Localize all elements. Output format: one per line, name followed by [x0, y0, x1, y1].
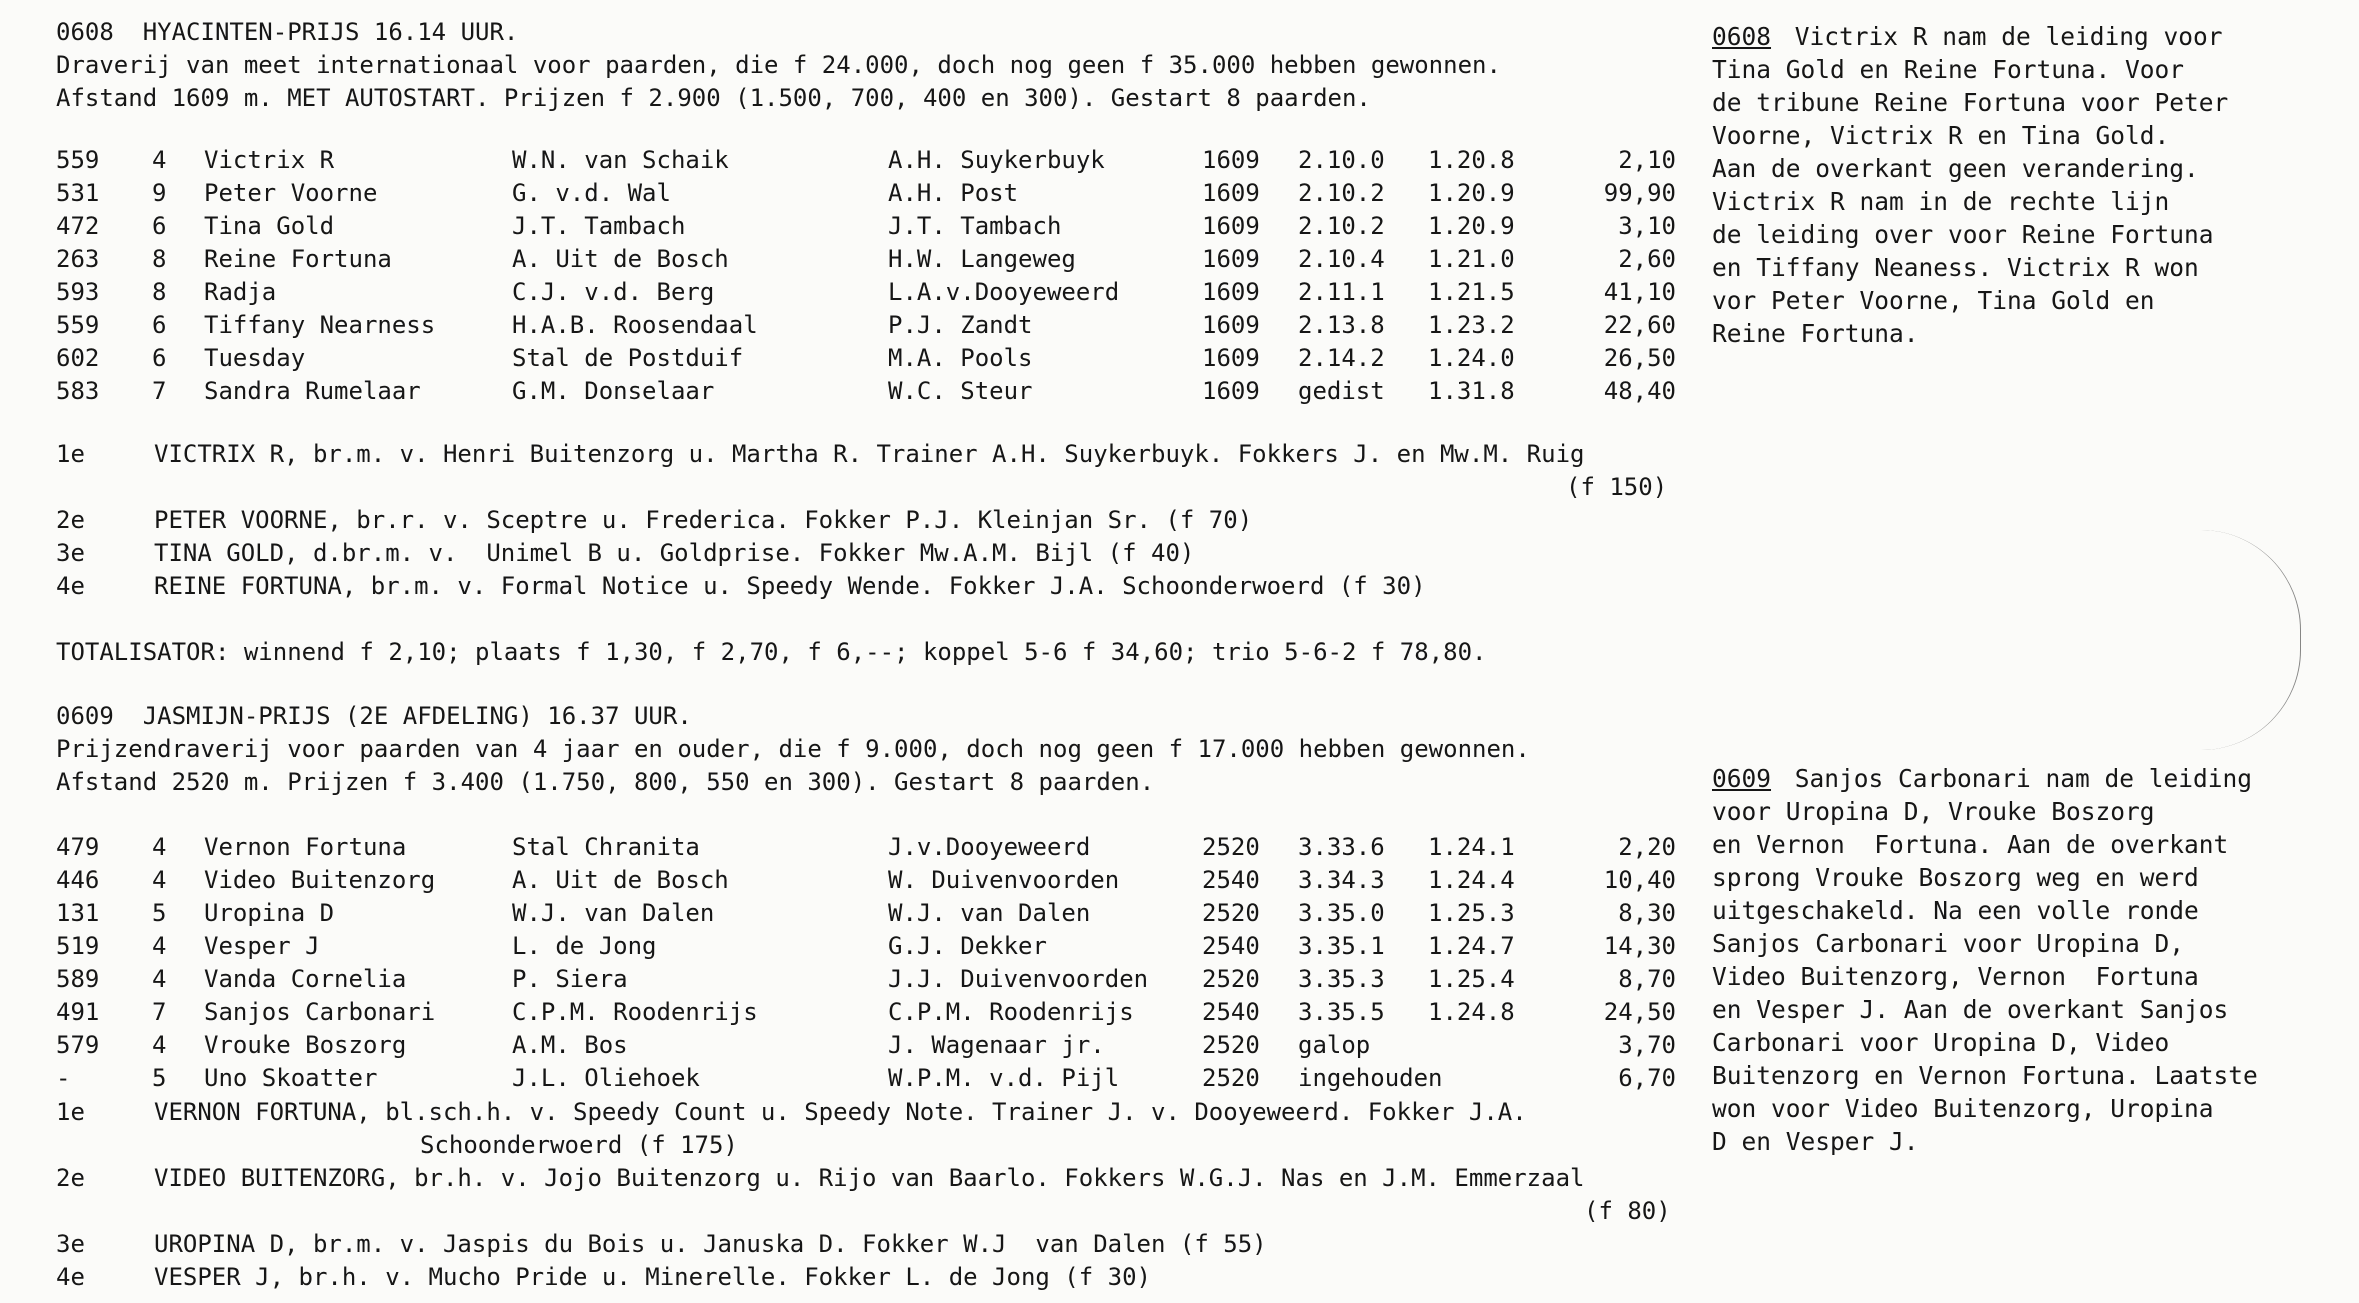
result-driver: A.H. Suykerbuyk [888, 146, 1105, 174]
result-odds: 3,10 [1618, 212, 1676, 240]
report-line: won voor Video Buitenzorg, Uropina [1712, 1094, 2214, 1123]
report-line: Reine Fortuna. [1712, 319, 1919, 348]
result-dist: 2540 [1202, 866, 1260, 894]
result-horse: Uropina D [204, 899, 335, 927]
result-age: 4 [152, 866, 167, 894]
result-dist: 1609 [1202, 179, 1260, 207]
placing-text: VESPER J, br.h. v. Mucho Pride u. Minerelle. Fokker L. de Jong (f 30) [154, 1263, 1151, 1291]
result-odds: 26,50 [1603, 344, 1676, 372]
result-km: 1.24.8 [1428, 998, 1515, 1026]
race-conditions: Draverij van meet internationaal voor paarden, die f 24.000, doch nog geen f 35.000 hebben gewonnen. [56, 51, 1501, 79]
result-dist: 1609 [1202, 311, 1260, 339]
result-driver: L.A.v.Dooyeweerd [888, 278, 1120, 306]
placing-continuation: (f 80) [1584, 1197, 1671, 1225]
report-code: 0608 [1712, 22, 1772, 51]
result-dist: 2540 [1202, 998, 1260, 1026]
result-horse: Radja [204, 278, 277, 306]
placing-position: 4e [56, 572, 85, 600]
result-odds: 14,30 [1603, 932, 1676, 960]
placing-position: 4e [56, 1263, 85, 1291]
result-dist: 1609 [1202, 212, 1260, 240]
result-horse: Peter Voorne [204, 179, 378, 207]
result-driver: W.J. van Dalen [888, 899, 1091, 927]
placing-text: REINE FORTUNA, br.m. v. Formal Notice u. Speedy Wende. Fokker J.A. Schoonderwoerd (f 30) [154, 572, 1426, 600]
result-age: 9 [152, 179, 167, 207]
report-line: de leiding over voor Reine Fortuna [1712, 220, 2214, 249]
result-horse: Tuesday [204, 344, 306, 372]
result-odds: 41,10 [1603, 278, 1676, 306]
report-line: vor Peter Voorne, Tina Gold en [1712, 286, 2155, 315]
report-line: en Vernon Fortuna. Aan de overkant [1712, 830, 2229, 859]
placing-position: 1e [56, 1098, 85, 1126]
result-nr: 446 [56, 866, 100, 894]
result-owner: Stal de Postduif [512, 344, 744, 372]
result-horse: Uno Skoatter [204, 1064, 378, 1092]
race-header: 0608 HYACINTEN-PRIJS 16.14 UUR. [56, 18, 519, 46]
result-km: 1.25.4 [1428, 965, 1515, 993]
result-dist: 1609 [1202, 146, 1260, 174]
result-dist: 2520 [1202, 965, 1260, 993]
result-driver: J. Wagenaar jr. [888, 1031, 1105, 1059]
result-driver: W.C. Steur [888, 377, 1033, 405]
placing-position: 2e [56, 1164, 85, 1192]
result-odds: 22,60 [1603, 311, 1676, 339]
race-distance-prizes: Afstand 1609 m. MET AUTOSTART. Prijzen f 2.900 (1.500, 700, 400 en 300). Gestart 8 paarden. [56, 84, 1371, 112]
result-time: 2.14.2 [1298, 344, 1385, 372]
result-horse: Video Buitenzorg [204, 866, 436, 894]
result-km: 1.24.7 [1428, 932, 1515, 960]
result-owner: A. Uit de Bosch [512, 866, 729, 894]
result-age: 4 [152, 146, 167, 174]
result-nr: 589 [56, 965, 100, 993]
result-time: 3.35.1 [1298, 932, 1385, 960]
result-age: 5 [152, 899, 167, 927]
result-odds: 99,90 [1603, 179, 1676, 207]
result-driver: G.J. Dekker [888, 932, 1047, 960]
result-owner: L. de Jong [512, 932, 657, 960]
report-code: 0609 [1712, 764, 1772, 793]
result-dist: 2540 [1202, 932, 1260, 960]
result-nr: 531 [56, 179, 100, 207]
result-age: 6 [152, 311, 167, 339]
pen-mark [2150, 530, 2301, 750]
result-odds: 8,30 [1618, 899, 1676, 927]
result-nr: 583 [56, 377, 100, 405]
result-time: 3.35.3 [1298, 965, 1385, 993]
report-line: en Vesper J. Aan de overkant Sanjos [1712, 995, 2229, 1024]
result-nr: 491 [56, 998, 100, 1026]
result-dist: 2520 [1202, 833, 1260, 861]
result-horse: Vanda Cornelia [204, 965, 407, 993]
result-nr: 559 [56, 146, 100, 174]
result-dist: 1609 [1202, 278, 1260, 306]
result-time: 3.33.6 [1298, 833, 1385, 861]
result-odds: 2,10 [1618, 146, 1676, 174]
result-horse: Vesper J [204, 932, 320, 960]
result-horse: Reine Fortuna [204, 245, 392, 273]
result-nr: - [56, 1064, 71, 1092]
result-nr: 131 [56, 899, 100, 927]
result-owner: W.N. van Schaik [512, 146, 729, 174]
result-horse: Sandra Rumelaar [204, 377, 421, 405]
placing-text: PETER VOORNE, br.r. v. Sceptre u. Frederica. Fokker P.J. Kleinjan Sr. (f 70) [154, 506, 1253, 534]
result-horse: Vernon Fortuna [204, 833, 407, 861]
result-driver: M.A. Pools [888, 344, 1033, 372]
result-time: 2.10.4 [1298, 245, 1385, 273]
result-nr: 472 [56, 212, 100, 240]
report-line: Buitenzorg en Vernon Fortuna. Laatste [1712, 1061, 2258, 1090]
result-nr: 593 [56, 278, 100, 306]
result-horse: Tiffany Nearness [204, 311, 436, 339]
result-driver: W. Duivenvoorden [888, 866, 1120, 894]
race-header: 0609 JASMIJN-PRIJS (2E AFDELING) 16.37 UUR. [56, 702, 692, 730]
placing-position: 3e [56, 1230, 85, 1258]
report-line: de tribune Reine Fortuna voor Peter [1712, 88, 2229, 117]
result-km: 1.23.2 [1428, 311, 1515, 339]
result-age: 4 [152, 833, 167, 861]
result-dist: 1609 [1202, 377, 1260, 405]
result-dist: 2520 [1202, 1031, 1260, 1059]
result-odds: 2,60 [1618, 245, 1676, 273]
result-time: galop [1298, 1031, 1371, 1059]
result-driver: H.W. Langeweg [888, 245, 1076, 273]
result-nr: 559 [56, 311, 100, 339]
report-line: Sanjos Carbonari nam de leiding [1780, 764, 2253, 793]
report-line: D en Vesper J. [1712, 1127, 1919, 1156]
result-nr: 602 [56, 344, 100, 372]
result-time: 3.35.5 [1298, 998, 1385, 1026]
report-line: Voorne, Victrix R en Tina Gold. [1712, 121, 2170, 150]
result-dist: 2520 [1202, 1064, 1260, 1092]
result-km: 1.20.8 [1428, 146, 1515, 174]
result-owner: A.M. Bos [512, 1031, 628, 1059]
result-horse: Sanjos Carbonari [204, 998, 436, 1026]
result-owner: A. Uit de Bosch [512, 245, 729, 273]
result-owner: H.A.B. Roosendaal [512, 311, 758, 339]
result-owner: C.J. v.d. Berg [512, 278, 715, 306]
result-age: 5 [152, 1064, 167, 1092]
placing-position: 3e [56, 539, 85, 567]
result-nr: 519 [56, 932, 100, 960]
report-line: uitgeschakeld. Na een volle ronde [1712, 896, 2199, 925]
result-km: 1.21.0 [1428, 245, 1515, 273]
report-line: Victrix R nam de leiding voor [1780, 22, 2223, 51]
result-age: 6 [152, 344, 167, 372]
result-horse: Tina Gold [204, 212, 335, 240]
placing-position: 1e [56, 440, 85, 468]
result-km: 1.24.1 [1428, 833, 1515, 861]
placing-text: VERNON FORTUNA, bl.sch.h. v. Speedy Count u. Speedy Note. Trainer J. v. Dooyeweerd. Fokker J.A. [154, 1098, 1527, 1126]
report-line: sprong Vrouke Boszorg weg en werd [1712, 863, 2199, 892]
result-time: 3.34.3 [1298, 866, 1385, 894]
result-driver: J.J. Duivenvoorden [888, 965, 1149, 993]
result-driver: P.J. Zandt [888, 311, 1033, 339]
result-driver: W.P.M. v.d. Pijl [888, 1064, 1120, 1092]
result-age: 7 [152, 998, 167, 1026]
report-line: Tina Gold en Reine Fortuna. Voor [1712, 55, 2185, 84]
totalisator: TOTALISATOR: winnend f 2,10; plaats f 1,30, f 2,70, f 6,--; koppel 5-6 f 34,60; trio 5-6-2 f 78,80. [56, 638, 1487, 666]
report-line: Victrix R nam in de rechte lijn [1712, 187, 2170, 216]
result-driver: J.v.Dooyeweerd [888, 833, 1091, 861]
result-age: 7 [152, 377, 167, 405]
result-age: 8 [152, 278, 167, 306]
result-driver: J.T. Tambach [888, 212, 1062, 240]
result-odds: 24,50 [1603, 998, 1676, 1026]
placing-text: VICTRIX R, br.m. v. Henri Buitenzorg u. Martha R. Trainer A.H. Suykerbuyk. Fokkers J. en Mw.M. Ruig [154, 440, 1585, 468]
result-time: 2.10.0 [1298, 146, 1385, 174]
result-odds: 2,20 [1618, 833, 1676, 861]
result-owner: W.J. van Dalen [512, 899, 715, 927]
result-km: 1.21.5 [1428, 278, 1515, 306]
result-owner: P. Siera [512, 965, 628, 993]
report-line: en Tiffany Neaness. Victrix R won [1712, 253, 2199, 282]
placing-continuation: Schoonderwoerd (f 175) [420, 1131, 738, 1159]
result-km: 1.25.3 [1428, 899, 1515, 927]
race-conditions: Prijzendraverij voor paarden van 4 jaar en ouder, die f 9.000, doch nog geen f 17.000 hebben gewonnen. [56, 735, 1530, 763]
result-horse: Victrix R [204, 146, 335, 174]
result-driver: C.P.M. Roodenrijs [888, 998, 1134, 1026]
result-odds: 10,40 [1603, 866, 1676, 894]
result-owner: C.P.M. Roodenrijs [512, 998, 758, 1026]
placing-continuation: (f 150) [1566, 473, 1668, 501]
result-time: 2.11.1 [1298, 278, 1385, 306]
result-odds: 3,70 [1618, 1031, 1676, 1059]
placing-text: VIDEO BUITENZORG, br.h. v. Jojo Buitenzorg u. Rijo van Baarlo. Fokkers W.G.J. Nas en J.M. Emmerzaal [154, 1164, 1585, 1192]
report-line: Aan de overkant geen verandering. [1712, 154, 2199, 183]
result-horse: Vrouke Boszorg [204, 1031, 407, 1059]
placing-text: TINA GOLD, d.br.m. v. Unimel B u. Goldprise. Fokker Mw.A.M. Bijl (f 40) [154, 539, 1195, 567]
placing-position: 2e [56, 506, 85, 534]
result-time: 2.10.2 [1298, 179, 1385, 207]
result-odds: 6,70 [1618, 1064, 1676, 1092]
result-owner: Stal Chranita [512, 833, 700, 861]
result-odds: 48,40 [1603, 377, 1676, 405]
result-nr: 263 [56, 245, 100, 273]
race-distance-prizes: Afstand 2520 m. Prijzen f 3.400 (1.750, 800, 550 en 300). Gestart 8 paarden. [56, 768, 1155, 796]
result-owner: J.T. Tambach [512, 212, 686, 240]
result-dist: 1609 [1202, 344, 1260, 372]
result-age: 4 [152, 932, 167, 960]
result-time: 3.35.0 [1298, 899, 1385, 927]
result-age: 8 [152, 245, 167, 273]
result-owner: J.L. Oliehoek [512, 1064, 700, 1092]
report-line: Carbonari voor Uropina D, Video [1712, 1028, 2170, 1057]
result-nr: 579 [56, 1031, 100, 1059]
result-km: 1.20.9 [1428, 212, 1515, 240]
placing-text: UROPINA D, br.m. v. Jaspis du Bois u. Januska D. Fokker W.J van Dalen (f 55) [154, 1230, 1267, 1258]
result-time: ingehouden [1298, 1064, 1443, 1092]
result-dist: 1609 [1202, 245, 1260, 273]
result-time: 2.13.8 [1298, 311, 1385, 339]
result-age: 4 [152, 1031, 167, 1059]
result-owner: G. v.d. Wal [512, 179, 671, 207]
result-owner: G.M. Donselaar [512, 377, 715, 405]
result-km: 1.31.8 [1428, 377, 1515, 405]
result-nr: 479 [56, 833, 100, 861]
report-line: Video Buitenzorg, Vernon Fortuna [1712, 962, 2199, 991]
result-dist: 2520 [1202, 899, 1260, 927]
result-time: 2.10.2 [1298, 212, 1385, 240]
report-line: Sanjos Carbonari voor Uropina D, [1712, 929, 2185, 958]
report-line: voor Uropina D, Vrouke Boszorg [1712, 797, 2155, 826]
result-time: gedist [1298, 377, 1385, 405]
result-km: 1.24.4 [1428, 866, 1515, 894]
result-km: 1.24.0 [1428, 344, 1515, 372]
result-driver: A.H. Post [888, 179, 1019, 207]
result-age: 6 [152, 212, 167, 240]
result-odds: 8,70 [1618, 965, 1676, 993]
result-km: 1.20.9 [1428, 179, 1515, 207]
result-age: 4 [152, 965, 167, 993]
